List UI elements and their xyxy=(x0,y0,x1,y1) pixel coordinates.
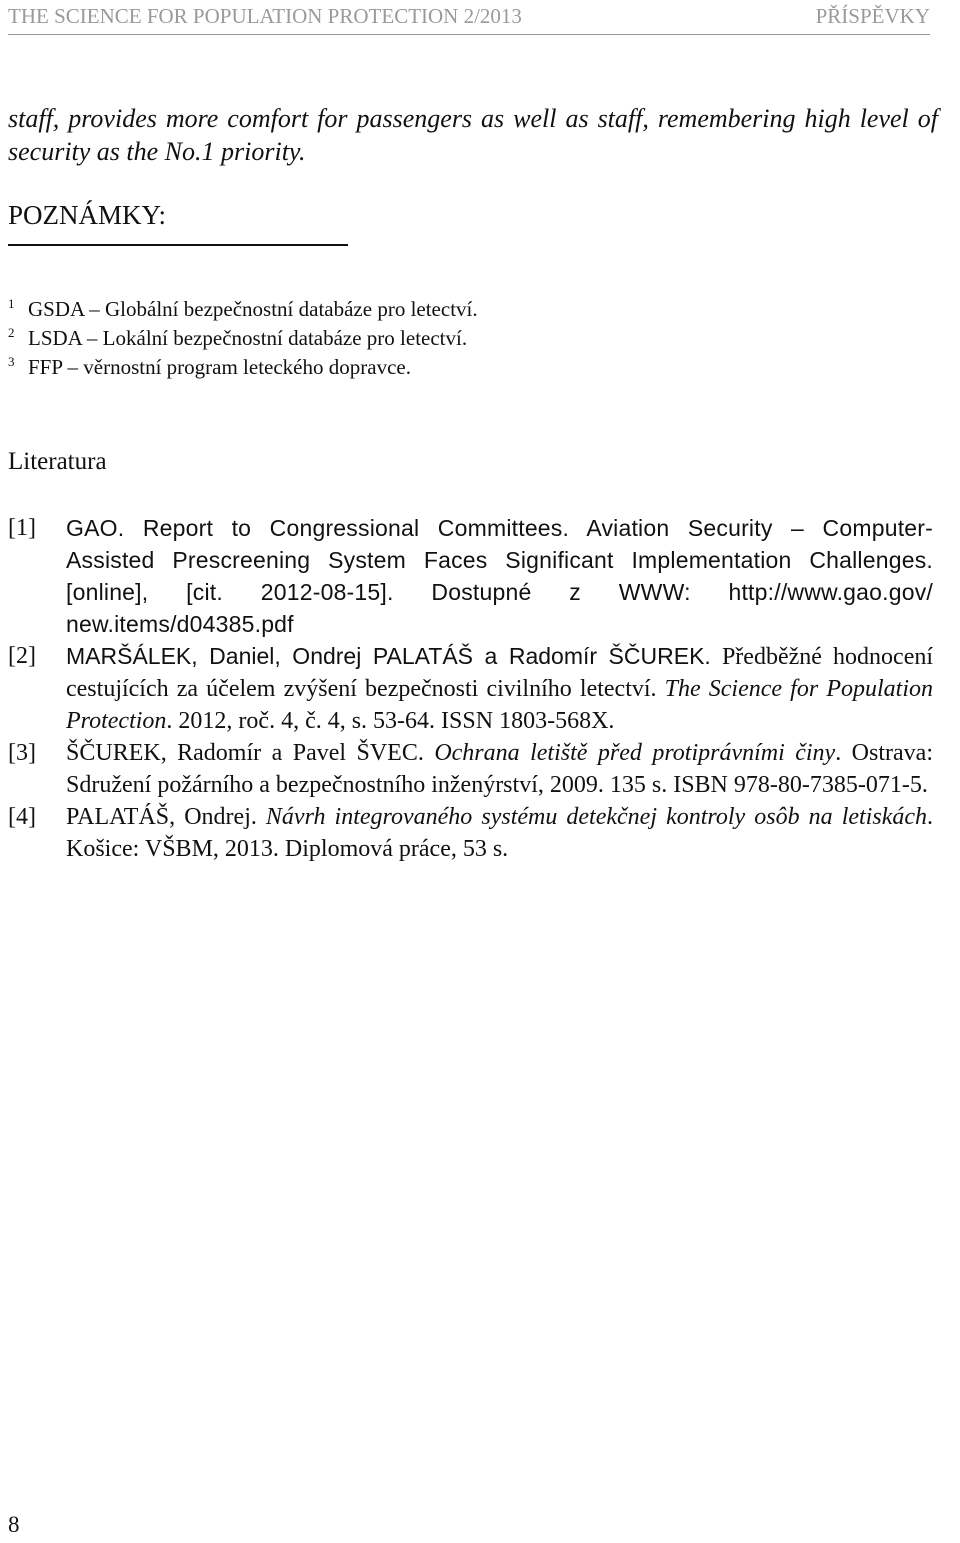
reference-text xyxy=(66,737,933,801)
journal-title: THE SCIENCE FOR POPULATION PROTECTION 2/2013 xyxy=(8,4,522,28)
reference-item xyxy=(8,737,933,801)
reference-item xyxy=(8,801,933,865)
note-item xyxy=(8,296,478,325)
reference-title: Ochrana letiště před protiprávními činy xyxy=(434,740,836,766)
note-text: LSDA – Lokální bezpečnostní databáze pro letectví. xyxy=(28,326,468,350)
reference-text xyxy=(66,801,933,865)
reference-details: . 2012, roč. 4, č. 4, s. 53-64. ISSN 1803-568X. xyxy=(166,708,615,734)
note-text: FFP – věrnostní program leteckého dopravce. xyxy=(28,355,411,379)
reference-number: [1] xyxy=(8,515,36,541)
notes-divider xyxy=(8,244,348,246)
intro-paragraph: staff, provides more comfort for passengers as well as staff, remembering high level of security as the No.1 priority. xyxy=(8,104,938,166)
note-number: 3 xyxy=(8,354,15,369)
reference-details: . Košice: VŠBM, 2013. Diplomová práce, 53 s. xyxy=(66,804,933,862)
running-header xyxy=(8,4,930,35)
reference-authors: ŠČUREK, Radomír a Pavel ŠVEC. xyxy=(66,740,435,766)
note-text: GSDA – Globální bezpečnostní databáze pro letectví. xyxy=(28,297,478,321)
reference-text: GAO. Report to Congressional Committees. Aviation Security – Computer-Assisted Prescreening System Faces Significant Implementation Challenges. [online], [cit. 2012-08-15]. Dostupné z WWW: http://www.gao.gov/ new.items/d04385.pdf xyxy=(66,515,933,637)
section-label: PŘÍSPĚVKY xyxy=(815,4,930,28)
reference-item xyxy=(8,512,933,640)
note-number: 1 xyxy=(8,296,15,311)
notes-heading: POZNÁMKY: xyxy=(8,200,167,230)
note-item xyxy=(8,354,478,383)
reference-list xyxy=(8,512,933,865)
reference-number: [4] xyxy=(8,804,36,830)
reference-item xyxy=(8,640,933,737)
literature-heading: Literatura xyxy=(8,448,107,475)
reference-title: Návrh integrovaného systému detekčnej kontroly osôb na letiskách xyxy=(265,804,927,830)
reference-title: Předběžné hodnocení cestujících za účelem zvýšení bezpečnosti civilního letectví. xyxy=(66,644,934,702)
reference-text xyxy=(66,640,933,737)
reference-details: . Ostrava: Sdružení požárního a bezpečnostního inženýrství, 2009. 135 s. ISBN 978-80-7385-071-5. xyxy=(66,740,933,798)
note-item xyxy=(8,325,478,354)
reference-authors: PALATÁŠ, Ondrej. xyxy=(66,804,266,830)
page-number: 8 xyxy=(8,1512,20,1537)
notes-list xyxy=(8,296,478,383)
note-number: 2 xyxy=(8,325,15,340)
reference-number: [2] xyxy=(8,643,36,669)
reference-number: [3] xyxy=(8,740,36,766)
reference-journal: The Science for Population Protection xyxy=(66,676,933,734)
reference-authors: MARŠÁLEK, Daniel, Ondrej PALATÁŠ a Radomír ŠČUREK. xyxy=(66,643,711,669)
